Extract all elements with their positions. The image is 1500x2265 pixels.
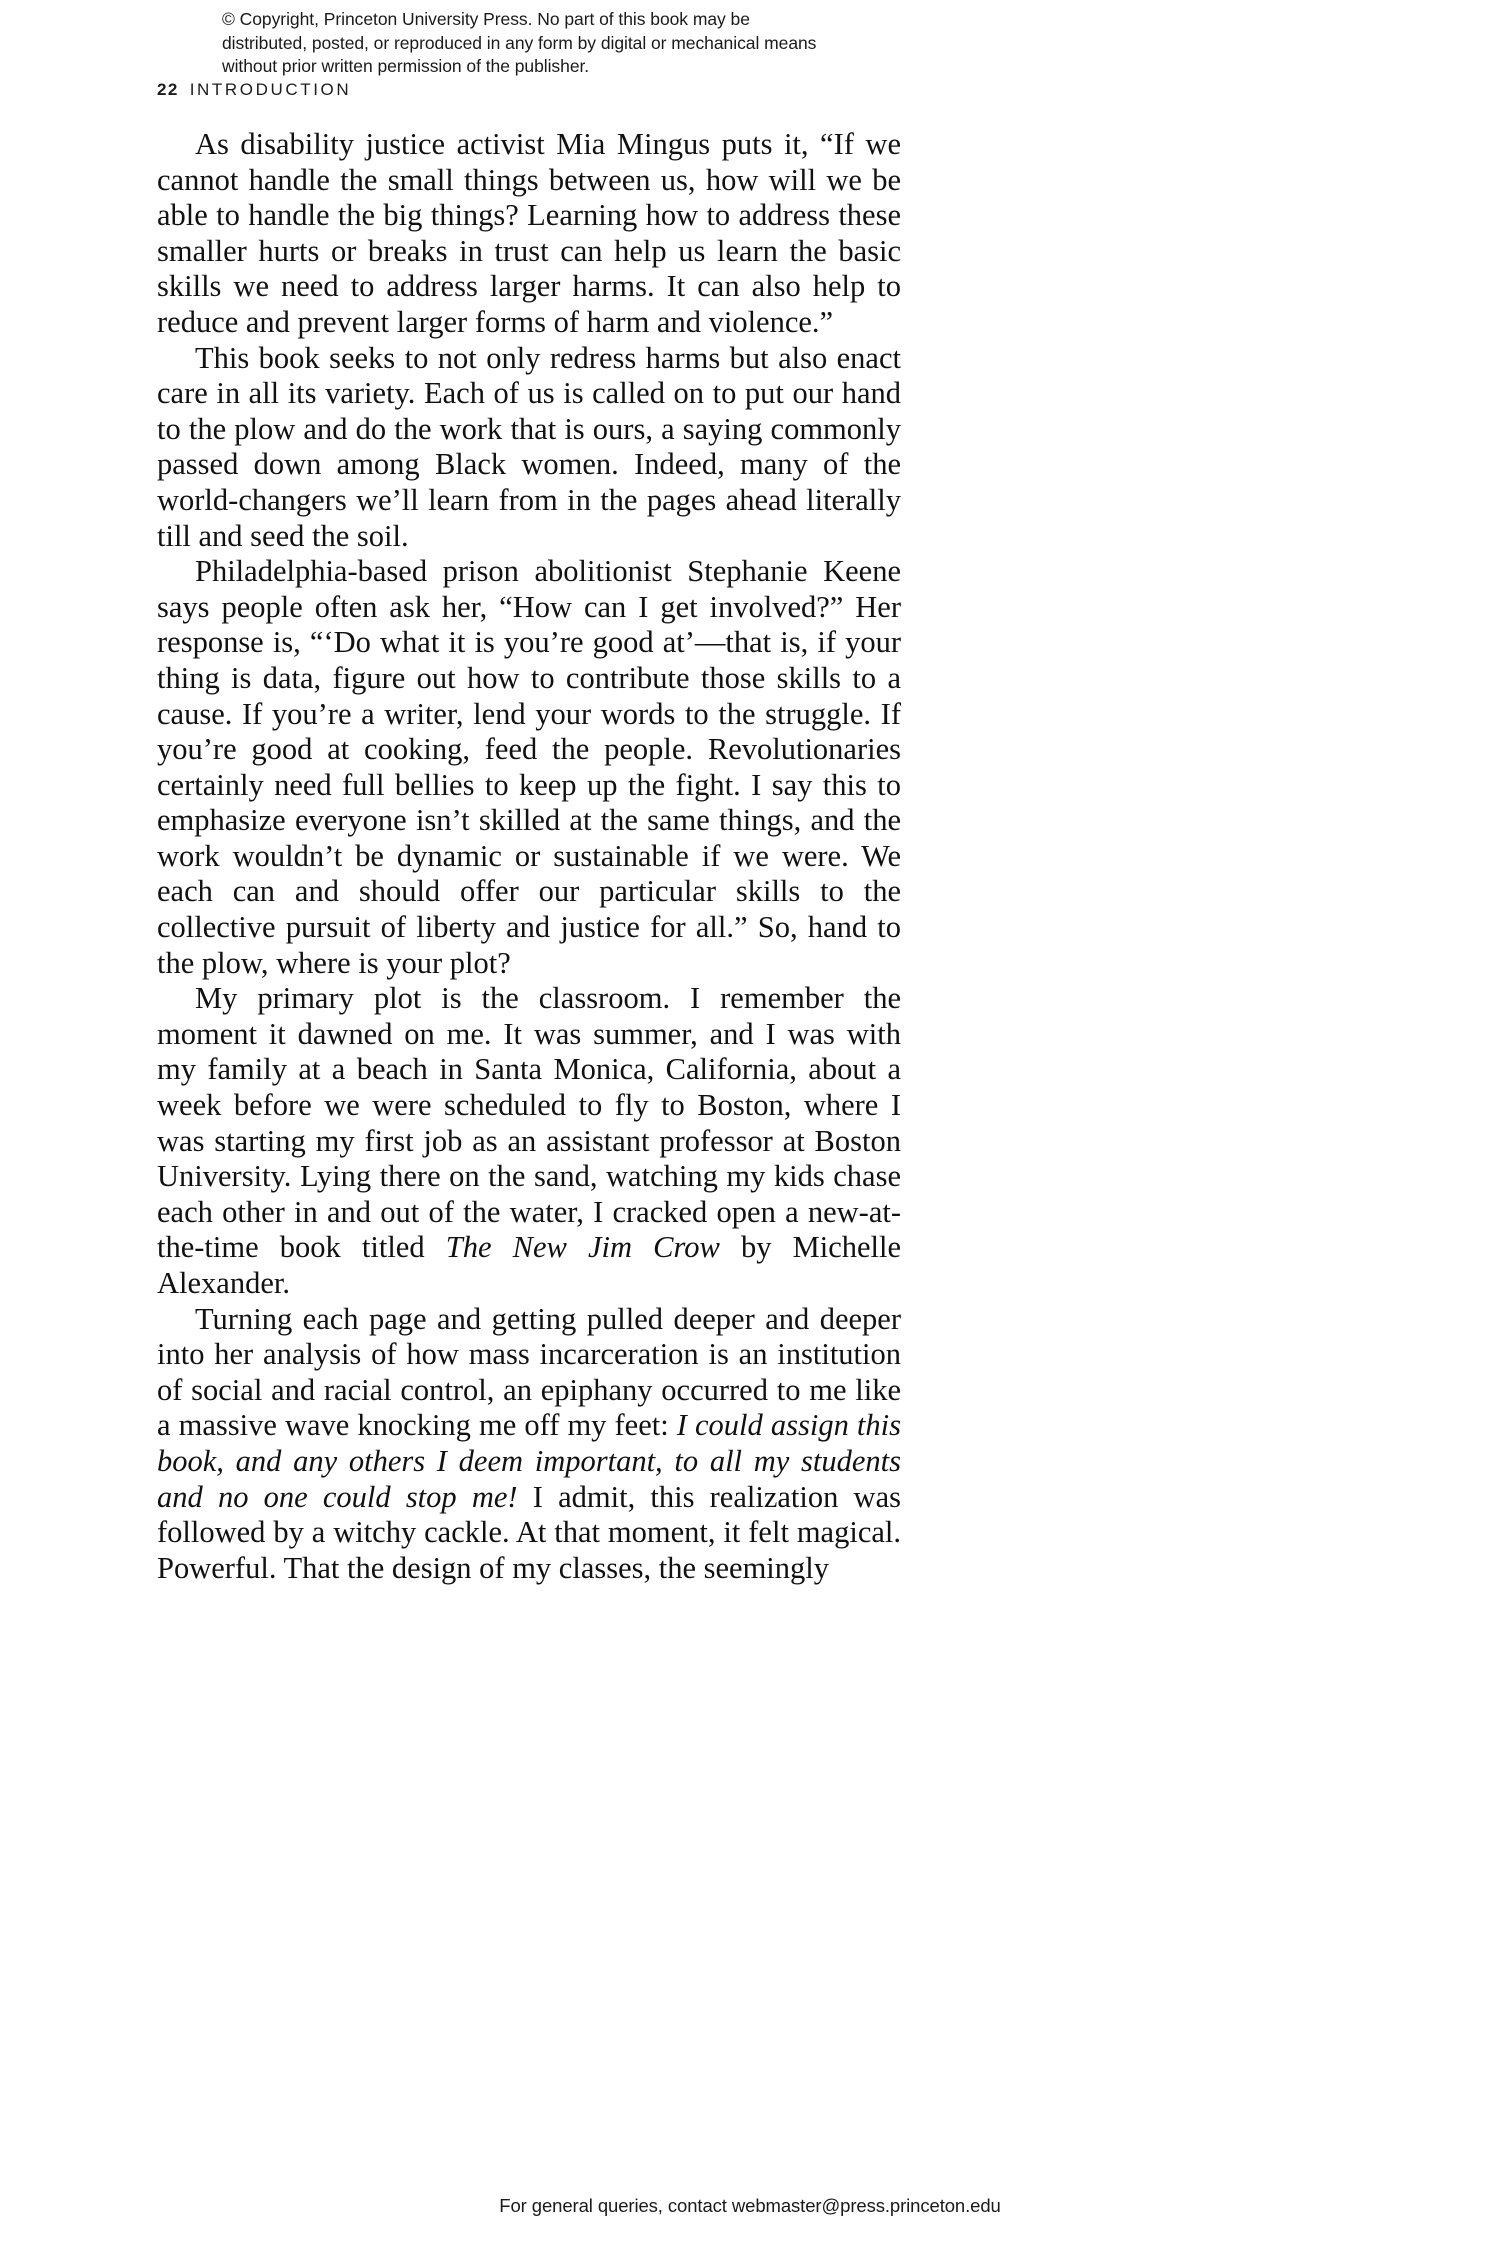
body-text: I admit, this realization was followed by a witchy cackle. At that moment, it felt magical. Powerful. That the design of my classes, the seemingly [157,1479,901,1585]
italic-text: The New Jim Crow [445,1230,720,1265]
body-text: This book seeks to not only redress harms but also enact care in all its variety. Each of us is called on to put our hand to the plow and do the work that is ours, a saying commonly passed down among Black women. Indeed, many of the world-changers we’ll learn from in the pages ahead literally till and seed the soil. [157,340,901,553]
body-text: Philadelphia-based prison abolitionist Stephanie Keene says people often ask her, “How can I get involved?” Her response is, “‘Do what it is you’re good at’—that is, if your thing is data, figure out how to contribute those skills to a cause. If you’re a writer, lend your words to the struggle. If you’re good at cooking, feed the people. Revolutionaries certainly need full bellies to keep up the fight. I say this to emphasize everyone isn’t skilled at the same things, and the work wouldn’t be dynamic or sustainable if we were. We each can and should offer our particular skills to the collective pursuit of liberty and justice for all.” So, hand to the plow, where is your plot? [157,554,901,980]
footer-queries-line: For general queries, contact webmaster@press.princeton.edu [499,2195,1001,2216]
para-stephanie-keene [157,554,901,981]
copyright-notice: © Copyright, Princeton University Press. No part of this book may be distributed, posted, or reproduced in any form by digital or mechanical means without prior written permission of the publisher. [222,9,817,76]
page-number: 22 [157,80,179,99]
body-text-block [157,127,901,1586]
italic-text: I could assign this book, and any others I deem important, to all my students and no one could stop me! [157,1408,901,1514]
para-mingus-quote [157,127,901,341]
running-head [157,80,351,100]
body-text: Turning each page and getting pulled deeper and deeper into her analysis of how mass incarceration is an institution of social and racial control, an epiphany occurred to me like a massive wave knocking me off my feet: [157,1301,901,1443]
para-turning-each-page [157,1302,901,1587]
para-primary-plot [157,981,901,1301]
para-book-seeks [157,341,901,555]
body-text: As disability justice activist Mia Mingus puts it, “If we cannot handle the small things between us, how will we be able to handle the big things? Learning how to address these smaller hurts or breaks in trust can help us learn the basic skills we need to address larger harms. It can also help to reduce and prevent larger forms of harm and violence.” [157,127,901,339]
body-text: My primary plot is the classroom. I remember the moment it dawned on me. It was summer, and I was with my family at a beach in Santa Monica, California, about a week before we were scheduled to fly to Boston, where I was starting my first job as an assistant professor at Boston University. Lying there on the sand, watching my kids chase each other in and out of the water, I cracked open a new-at-the-time book titled [157,981,901,1265]
body-text: by Michelle Alexander. [157,1230,902,1300]
chapter-title: INTRODUCTION [189,80,352,99]
